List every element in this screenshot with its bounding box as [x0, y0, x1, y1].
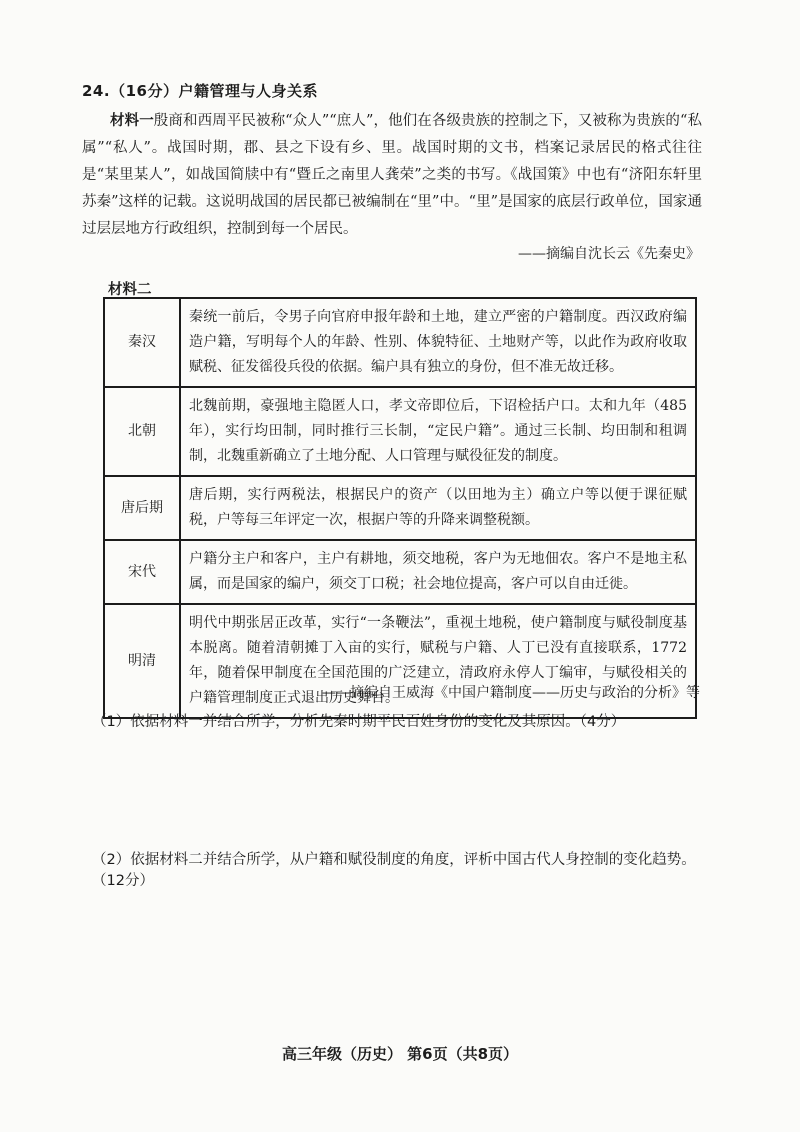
household-registration-table	[103, 297, 697, 719]
sub-question-2: （2）依据材料二并结合所学，从户籍和赋役制度的角度，评析中国古代人身控制的变化趋势。（12分）	[92, 852, 696, 889]
material-one-label: 材料一	[110, 113, 154, 129]
era-cell: 北朝	[104, 387, 180, 476]
material-two-source: ——摘编自王威海《中国户籍制度——历史与政治的分析》等	[322, 685, 700, 701]
description-cell: 秦统一前后，令男子向官府申报年龄和土地，建立严密的户籍制度。西汉政府编造户籍，写明每个人的年龄、性别、体貌特征、土地财产等，以此作为政府收取赋税、征发徭役兵役的依据。编户具有独立的身份，但不准无故迁移。	[180, 298, 696, 387]
description-cell: 唐后期，实行两税法，根据民户的资产（以田地为主）确立户等以便于课征赋税，户等每三年评定一次，根据户等的升降来调整税额。	[180, 476, 696, 540]
page-footer: 高三年级（历史） 第6页（共8页）	[281, 1045, 519, 1063]
era-cell: 唐后期	[104, 476, 180, 540]
description-cell: 北魏前期，豪强地主隐匿人口，孝文帝即位后，下诏检括户口。太和九年（485年），实行均田制，同时推行三长制，“定民户籍”。通过三长制、均田制和租调制，北魏重新确立了土地分配、人口管理与赋役征发的制度。	[180, 387, 696, 476]
table-row	[104, 298, 696, 387]
material-two-label: 材料二	[108, 282, 152, 298]
era-cell: 明清	[104, 604, 180, 718]
era-cell: 秦汉	[104, 298, 180, 387]
sub-question-1: （1）依据材料一并结合所学，分析先秦时期平民百姓身份的变化及其原因。（4分）	[92, 714, 626, 730]
table-row	[104, 387, 696, 476]
table-row	[104, 540, 696, 604]
question-title: 24.（16分）户籍管理与人身关系	[82, 82, 318, 100]
material-one-source: ——摘编自沈长云《先秦史》	[518, 246, 700, 262]
material-one-paragraph	[82, 108, 702, 243]
description-cell: 户籍分主户和客户，主户有耕地，须交地税，客户为无地佃农。客户不是地主私属，而是国家的编户，须交丁口税；社会地位提高，客户可以自由迁徙。	[180, 540, 696, 604]
description-cell: 明代中期张居正改革，实行“一条鞭法”，重视土地税，使户籍制度与赋役制度基本脱离。随着清朝摊丁入亩的实行，赋税与户籍、人丁已没有直接联系，1772年，随着保甲制度在全国范围的广泛建立，清政府永停人丁编审，与赋役相关的户籍管理制度正式退出历史舞台。	[180, 604, 696, 718]
material-one-text: 殷商和西周平民被称“众人”“庶人”，他们在各级贵族的控制之下，又被称为贵族的“私属”“私人”。战国时期，郡、县之下设有乡、里。战国时期的文书，档案记录居民的格式往往是“某里某人”，如战国简牍中有“暨丘之南里人龚荣”之类的书写。《战国策》中也有“济阳东轩里苏秦”这样的记载。这说明战国的居民都已被编制在“里”中。“里”是国家的底层行政单位，国家通过层层地方行政组织，控制到每一个居民。	[82, 113, 703, 237]
table-row	[104, 476, 696, 540]
era-cell: 宋代	[104, 540, 180, 604]
